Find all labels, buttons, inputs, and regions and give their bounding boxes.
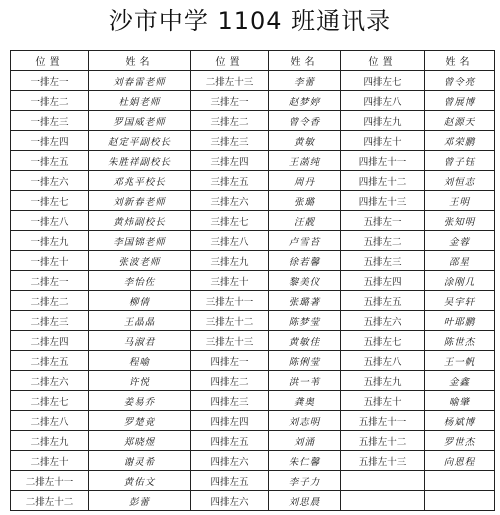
person-name: 罗楚竞 [89, 411, 191, 431]
person-name: 张璐著 [269, 291, 341, 311]
seat-position: 二排左三 [11, 311, 89, 331]
seat-position: 二排左四 [11, 331, 89, 351]
seat-position: 二排左五 [11, 351, 89, 371]
seat-position: 三排左三 [191, 131, 269, 151]
seat-position: 二排左十二 [11, 491, 89, 511]
person-name: 刘恒志 [425, 171, 495, 191]
person-name: 许悦 [89, 371, 191, 391]
table-row [11, 211, 495, 231]
seat-position: 五排左十一 [341, 411, 425, 431]
seat-position: 三排左二 [191, 111, 269, 131]
table-row [11, 191, 495, 211]
person-name: 涂刚几 [425, 271, 495, 291]
person-name: 黄敏佳 [269, 331, 341, 351]
seat-position: 二排左八 [11, 411, 89, 431]
seat-position: 四排左八 [341, 91, 425, 111]
seat-position: 五排左六 [341, 311, 425, 331]
person-name: 刘志明 [269, 411, 341, 431]
person-name: 邵星 [425, 251, 495, 271]
table-row [11, 431, 495, 451]
person-name: 黄炜副校长 [89, 211, 191, 231]
person-name: 陈俐莹 [269, 351, 341, 371]
person-name: 叶耶鹏 [425, 311, 495, 331]
seat-position: 四排左十 [341, 131, 425, 151]
seat-position: 三排左一 [191, 91, 269, 111]
table-header [11, 51, 495, 71]
person-name: 喻肇 [425, 391, 495, 411]
person-name: 吴宇轩 [425, 291, 495, 311]
table-row [11, 131, 495, 151]
table-row [11, 491, 495, 511]
seat-position: 二排左六 [11, 371, 89, 391]
table-row [11, 351, 495, 371]
page-title: 沙市中学 1104 班通讯录 [108, 7, 392, 35]
person-name: 谢灵希 [89, 451, 191, 471]
person-name: 张知明 [425, 211, 495, 231]
person-name [425, 471, 495, 491]
person-name: 刘新春老师 [89, 191, 191, 211]
table-row [11, 271, 495, 291]
position-header: 位置 [341, 51, 425, 71]
seat-position: 二排左二 [11, 291, 89, 311]
seat-position: 二排左一 [11, 271, 89, 291]
seat-position: 三排左十二 [191, 311, 269, 331]
seat-position: 三排左五 [191, 171, 269, 191]
seat-position: 三排左四 [191, 151, 269, 171]
person-name: 郑晓煜 [89, 431, 191, 451]
person-name: 金蓉 [425, 231, 495, 251]
person-name: 柳倩 [89, 291, 191, 311]
person-name: 刘春雷老师 [89, 71, 191, 91]
seat-position: 一排左四 [11, 131, 89, 151]
person-name: 马淑君 [89, 331, 191, 351]
seat-position: 三排左十三 [191, 331, 269, 351]
seat-position: 五排左七 [341, 331, 425, 351]
person-name: 彭蕾 [89, 491, 191, 511]
person-name: 罗世杰 [425, 431, 495, 451]
seat-position: 五排左十三 [341, 451, 425, 471]
person-name: 徐若馨 [269, 251, 341, 271]
seat-position: 一排左一 [11, 71, 89, 91]
position-header: 位置 [11, 51, 89, 71]
seat-position: 三排左十一 [191, 291, 269, 311]
person-name: 金鑫 [425, 371, 495, 391]
person-name: 卢雪苔 [269, 231, 341, 251]
person-name: 张璐 [269, 191, 341, 211]
seat-position: 五排左一 [341, 211, 425, 231]
person-name: 刘思晨 [269, 491, 341, 511]
person-name: 陈梦莹 [269, 311, 341, 331]
table-row [11, 171, 495, 191]
person-name: 汪靓 [269, 211, 341, 231]
table-row [11, 151, 495, 171]
person-name: 陈世杰 [425, 331, 495, 351]
table-body [11, 71, 495, 511]
seat-position: 三排左八 [191, 231, 269, 251]
person-name: 朱胜祥副校长 [89, 151, 191, 171]
seat-position: 一排左五 [11, 151, 89, 171]
table-row [11, 111, 495, 131]
person-name: 赵定平副校长 [89, 131, 191, 151]
seat-position: 一排左七 [11, 191, 89, 211]
seat-position: 五排左十二 [341, 431, 425, 451]
seat-position: 四排左一 [191, 351, 269, 371]
table-row [11, 231, 495, 251]
person-name: 程喻 [89, 351, 191, 371]
seat-position: 四排左六 [191, 491, 269, 511]
person-name: 朱仁馨 [269, 451, 341, 471]
table-row [11, 311, 495, 331]
person-name: 刘涌 [269, 431, 341, 451]
seat-position: 一排左二 [11, 91, 89, 111]
person-name: 王一帆 [425, 351, 495, 371]
person-name: 黄敏 [269, 131, 341, 151]
person-name: 龚奥 [269, 391, 341, 411]
person-name: 王晶晶 [89, 311, 191, 331]
seat-position: 四排左三 [191, 391, 269, 411]
table-row [11, 391, 495, 411]
contact-table [10, 50, 495, 511]
table-row [11, 331, 495, 351]
seat-position: 五排左十 [341, 391, 425, 411]
person-name: 李子力 [269, 471, 341, 491]
seat-position: 四排左二 [191, 371, 269, 391]
person-name: 邓兆平校长 [89, 171, 191, 191]
seat-position: 四排左十一 [341, 151, 425, 171]
table-row [11, 451, 495, 471]
person-name: 曾子钰 [425, 151, 495, 171]
person-name: 黎美仪 [269, 271, 341, 291]
seat-position: 四排左五 [191, 431, 269, 451]
seat-position: 五排左三 [341, 251, 425, 271]
seat-position: 一排左六 [11, 171, 89, 191]
person-name: 洪一苇 [269, 371, 341, 391]
person-name: 邓荣鹏 [425, 131, 495, 151]
seat-position: 五排左四 [341, 271, 425, 291]
person-name: 周丹 [269, 171, 341, 191]
seat-position: 四排左七 [341, 71, 425, 91]
person-name: 罗国威老师 [89, 111, 191, 131]
seat-position: 二排左七 [11, 391, 89, 411]
person-name: 杨斌博 [425, 411, 495, 431]
seat-position: 一排左八 [11, 211, 89, 231]
table-row [11, 471, 495, 491]
table-row [11, 251, 495, 271]
person-name: 黄佑文 [89, 471, 191, 491]
person-name: 张波老师 [89, 251, 191, 271]
seat-position: 二排左十三 [191, 71, 269, 91]
name-header: 姓名 [89, 51, 191, 71]
seat-position [341, 471, 425, 491]
seat-position: 二排左九 [11, 431, 89, 451]
person-name: 王明 [425, 191, 495, 211]
name-header: 姓名 [425, 51, 495, 71]
seat-position: 五排左二 [341, 231, 425, 251]
seat-position: 一排左十 [11, 251, 89, 271]
table-row [11, 371, 495, 391]
person-name: 赵梦婷 [269, 91, 341, 111]
seat-position: 三排左七 [191, 211, 269, 231]
header-row [11, 51, 495, 71]
seat-position: 五排左五 [341, 291, 425, 311]
seat-position: 五排左九 [341, 371, 425, 391]
table-row [11, 291, 495, 311]
person-name: 姜易乔 [89, 391, 191, 411]
person-name: 曾展博 [425, 91, 495, 111]
seat-position: 二排左十一 [11, 471, 89, 491]
seat-position: 三排左六 [191, 191, 269, 211]
seat-position: 四排左十三 [341, 191, 425, 211]
seat-position: 四排左五 [191, 471, 269, 491]
seat-position: 三排左九 [191, 251, 269, 271]
person-name: 曾令亮 [425, 71, 495, 91]
seat-position: 四排左四 [191, 411, 269, 431]
seat-position: 二排左十 [11, 451, 89, 471]
position-header: 位置 [191, 51, 269, 71]
person-name: 曾令香 [269, 111, 341, 131]
person-name: 李国锦老师 [89, 231, 191, 251]
table-row [11, 411, 495, 431]
seat-position: 一排左九 [11, 231, 89, 251]
table-row [11, 91, 495, 111]
seat-position: 四排左九 [341, 111, 425, 131]
person-name [425, 491, 495, 511]
person-name: 赵源天 [425, 111, 495, 131]
seat-position: 五排左八 [341, 351, 425, 371]
person-name: 杜娟老师 [89, 91, 191, 111]
person-name: 王菡纯 [269, 151, 341, 171]
person-name: 李蕾 [269, 71, 341, 91]
name-header: 姓名 [269, 51, 341, 71]
person-name: 向恩程 [425, 451, 495, 471]
table-row [11, 71, 495, 91]
seat-position: 一排左三 [11, 111, 89, 131]
seat-position: 四排左六 [191, 451, 269, 471]
seat-position [341, 491, 425, 511]
seat-position: 四排左十二 [341, 171, 425, 191]
person-name: 李怡佐 [89, 271, 191, 291]
seat-position: 三排左十 [191, 271, 269, 291]
